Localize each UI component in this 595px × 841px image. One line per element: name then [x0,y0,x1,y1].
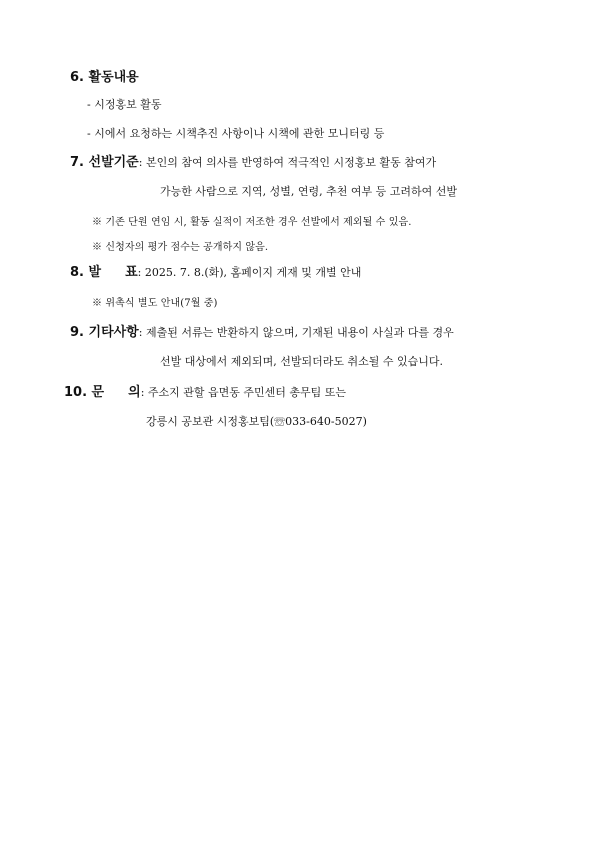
section-8-line [70,265,361,281]
section-7-text-2: 가능한 사람으로 지역, 성별, 연령, 추천 여부 등 고려하여 선발 [160,185,457,198]
section-6-heading: 6. 활동내용 [70,70,139,85]
section-7-text-1: : 본인의 참여 의사를 반영하여 적극적인 시정홍보 활동 참여가 [138,156,437,169]
section-8-text: : 2025. 7. 8.(화), 홈페이지 게재 및 개별 안내 [137,266,362,279]
section-9-heading: 9. 기타사항 [70,325,139,340]
section-10-text-1: : 주소지 관할 읍면동 주민센터 총무팀 또는 [140,386,347,399]
section-6-item-1: - 시정홍보 활동 [87,98,162,111]
section-7-note-1: ※ 기존 단원 연임 시, 활동 실적이 저조한 경우 선발에서 제외될 수 있음. [92,217,412,228]
section-10-heading-end: 의 [128,385,141,400]
section-7-heading: 7. 선발기준 [70,155,139,170]
section-9-line-1 [70,325,454,341]
section-6-item-2: - 시에서 요청하는 시책추진 사항이나 시책에 관한 모니터링 등 [87,127,385,140]
section-8-heading-end: 표 [125,265,138,280]
section-7-line-1 [70,155,436,171]
section-10-text-2: 강릉시 공보관 시정홍보팀(☏033-640-5027) [146,415,367,428]
section-8-note: ※ 위촉식 별도 안내(7월 중) [92,298,218,309]
section-9-text-1: : 제출된 서류는 반환하지 않으며, 기재된 내용이 사실과 다를 경우 [138,326,454,339]
section-8-heading-start: 8. 발 [70,265,102,280]
section-10-heading-start: 10. 문 [64,385,105,400]
section-7-note-2: ※ 신청자의 평가 점수는 공개하지 않음. [92,242,269,253]
section-9-text-2: 선발 대상에서 제외되며, 선발되더라도 취소될 수 있습니다. [160,355,443,368]
section-10-line-1 [64,385,346,401]
